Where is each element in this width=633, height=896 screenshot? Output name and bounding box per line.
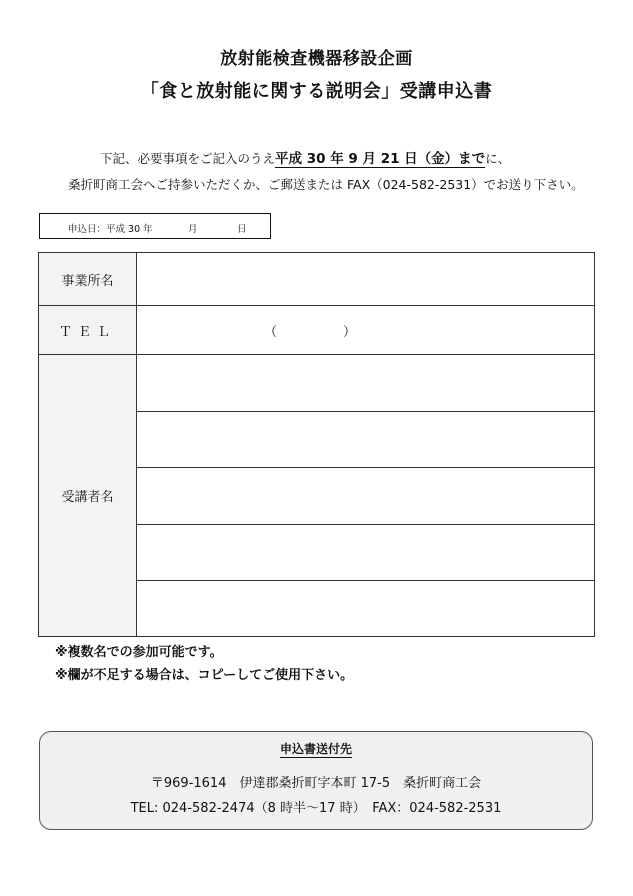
document-subtitle: 「食と放射能に関する説明会」受講申込書 <box>140 81 493 102</box>
attendee-name-label: 受講者名 <box>39 355 137 636</box>
send-to-contact: TEL: 024-582-2474（8 時半～17 時） FAX：024-582-2531 <box>130 801 502 816</box>
tel-paren-open: （ <box>264 325 278 340</box>
intro-text-pre: 下記、必要事項をご記入のうえ <box>100 151 276 166</box>
tel-field[interactable] <box>137 306 594 354</box>
attendee-name-field-4[interactable] <box>137 525 594 580</box>
note-copy-form: ※欄が不足する場合は、コピーしてご使用下さい。 <box>55 668 354 683</box>
office-name-field[interactable] <box>137 253 594 305</box>
document-title: 放射能検査機器移設企画 <box>220 49 413 69</box>
application-date-box[interactable] <box>39 213 271 239</box>
tel-label: ＴＥＬ <box>39 306 137 354</box>
application-date-day: 日 <box>237 224 247 235</box>
tel-paren-close: ） <box>343 325 357 340</box>
application-date-label: 申込日：平成 30 年 <box>68 224 153 235</box>
attendee-name-field-5[interactable] <box>137 581 594 636</box>
attendee-name-field-2[interactable] <box>137 412 594 467</box>
office-name-label: 事業所名 <box>39 253 137 305</box>
attendee-name-field-3[interactable] <box>137 468 594 524</box>
send-to-title <box>40 740 592 757</box>
attendee-name-field-1[interactable] <box>137 355 594 411</box>
note-multiple-attendees: ※複数名での参加可能です。 <box>55 645 223 660</box>
send-to-address: 〒969-1614 伊達郡桑折町字本町 17-5 桑折町商工会 <box>150 776 482 791</box>
application-form-table <box>38 252 595 637</box>
application-date-month: 月 <box>188 224 198 235</box>
send-to-title-text: 申込書送付先 <box>279 742 352 756</box>
intro-line-1 <box>100 147 510 167</box>
intro-line-2: 桑折町商工会へご持参いただくか、ご郵送または FAX（024-582-2531）でお送り下さい。 <box>68 177 584 192</box>
intro-text-post: に、 <box>485 151 511 166</box>
deadline-text: 平成 30 年 9 月 21 日（金）まで <box>275 151 486 167</box>
send-to-box <box>39 731 593 830</box>
